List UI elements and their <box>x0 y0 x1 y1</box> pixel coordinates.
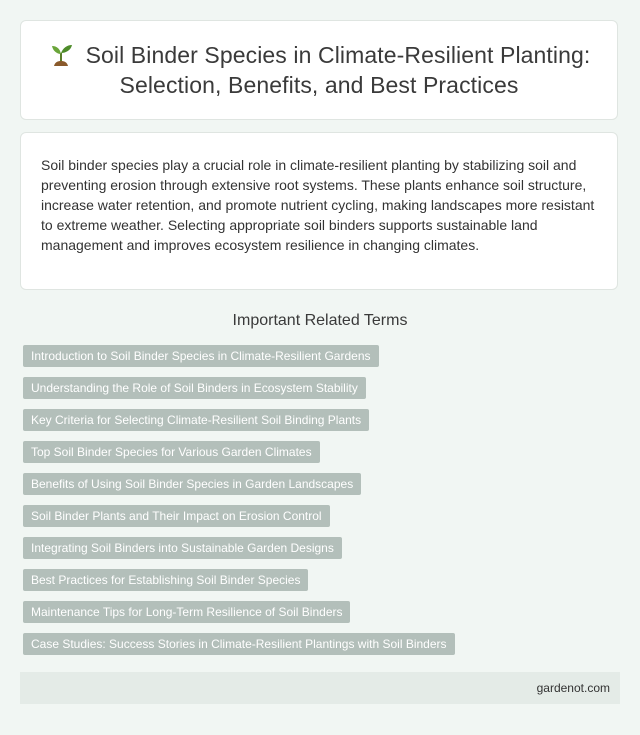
related-term-label[interactable]: Case Studies: Success Stories in Climate-Resilient Plantings with Soil Binders <box>23 633 455 655</box>
related-terms-list <box>23 345 455 665</box>
page-title <box>21 40 617 100</box>
summary-card <box>20 132 618 290</box>
related-term[interactable] <box>23 377 455 399</box>
footer <box>20 672 620 704</box>
related-terms-heading: Important Related Terms <box>232 312 408 329</box>
related-term[interactable] <box>23 441 455 463</box>
related-term[interactable] <box>23 345 455 367</box>
related-term[interactable] <box>23 409 455 431</box>
summary-text: Soil binder species play a crucial role in climate-resilient planting by stabilizing soil and preventing erosion through extensive root systems. These plants enhance soil structure, increase water retention, and promote nutrient cycling, making landscapes more resistant to extreme weather. Selecting appropriate soil binders supports sustainable land management and improves ecosystem resilience in changing climates. <box>41 157 595 253</box>
related-term[interactable] <box>23 569 455 591</box>
related-term-label[interactable]: Soil Binder Plants and Their Impact on Erosion Control <box>23 505 330 527</box>
footer-site-link[interactable]: gardenot.com <box>536 681 610 695</box>
related-term[interactable] <box>23 505 455 527</box>
related-term-label[interactable]: Benefits of Using Soil Binder Species in Garden Landscapes <box>23 473 361 495</box>
related-term[interactable] <box>23 537 455 559</box>
related-term-label[interactable]: Understanding the Role of Soil Binders in Ecosystem Stability <box>23 377 366 399</box>
related-term-label[interactable]: Introduction to Soil Binder Species in Climate-Resilient Gardens <box>23 345 379 367</box>
related-term-label[interactable]: Best Practices for Establishing Soil Binder Species <box>23 569 308 591</box>
related-term-label[interactable]: Maintenance Tips for Long-Term Resilience of Soil Binders <box>23 601 350 623</box>
related-term-label[interactable]: Integrating Soil Binders into Sustainable Garden Designs <box>23 537 342 559</box>
related-term-label[interactable]: Key Criteria for Selecting Climate-Resilient Soil Binding Plants <box>23 409 369 431</box>
related-term[interactable] <box>23 633 455 655</box>
title-card <box>20 20 618 120</box>
related-term[interactable] <box>23 473 455 495</box>
page-title-text: Soil Binder Species in Climate-Resilient Planting: Selection, Benefits, and Best Practices <box>85 42 591 98</box>
related-term-label[interactable]: Top Soil Binder Species for Various Garden Climates <box>23 441 320 463</box>
sprout-icon <box>48 42 74 66</box>
related-term[interactable] <box>23 601 455 623</box>
